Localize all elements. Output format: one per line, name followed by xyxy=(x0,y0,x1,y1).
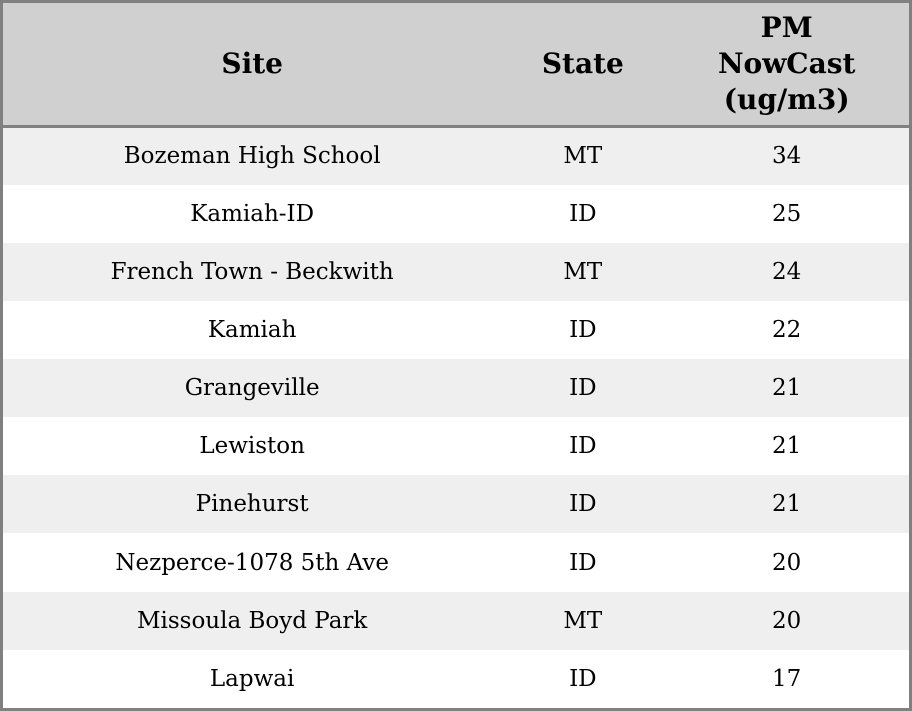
table-body xyxy=(3,127,909,709)
table-row xyxy=(3,185,909,243)
state-cell: MT xyxy=(563,607,603,634)
site-cell: Grangeville xyxy=(184,375,320,402)
pm-header-line-1: PM xyxy=(760,11,813,44)
site-cell: Lewiston xyxy=(199,433,305,460)
table-row xyxy=(3,127,909,185)
table-row xyxy=(3,475,909,533)
column-header-state: State xyxy=(501,3,664,127)
value-cell: 21 xyxy=(772,491,802,518)
site-cell: French Town - Beckwith xyxy=(110,258,394,285)
value-cell: 20 xyxy=(772,607,802,634)
value-cell: 25 xyxy=(772,200,802,227)
table-header xyxy=(3,3,909,127)
value-cell: 17 xyxy=(772,665,802,692)
value-cell: 34 xyxy=(772,143,802,170)
state-cell: MT xyxy=(563,143,603,170)
table-row xyxy=(3,417,909,475)
site-cell: Kamiah xyxy=(207,316,297,343)
state-cell: ID xyxy=(569,665,597,692)
header-row xyxy=(3,3,909,127)
state-cell: ID xyxy=(569,549,597,576)
value-cell: 24 xyxy=(772,258,802,285)
state-cell: ID xyxy=(569,375,597,402)
table-row xyxy=(3,301,909,359)
table-row xyxy=(3,650,909,708)
value-cell: 21 xyxy=(772,375,802,402)
state-cell: ID xyxy=(569,491,597,518)
value-cell: 20 xyxy=(772,549,802,576)
state-cell: MT xyxy=(563,258,603,285)
site-cell: Nezperce-1078 5th Ave xyxy=(115,549,389,576)
pm-header-line-2: NowCast xyxy=(717,47,856,80)
value-cell: 22 xyxy=(772,316,802,343)
table-row xyxy=(3,243,909,301)
table-row xyxy=(3,359,909,417)
table-row xyxy=(3,533,909,591)
value-cell: 21 xyxy=(772,433,802,460)
site-cell: Bozeman High School xyxy=(123,143,381,170)
state-cell: ID xyxy=(569,316,597,343)
site-cell: Pinehurst xyxy=(195,491,309,518)
column-header-site: Site xyxy=(3,3,501,127)
air-quality-table xyxy=(3,3,909,708)
site-cell: Kamiah-ID xyxy=(190,200,315,227)
table-row xyxy=(3,592,909,650)
pm-header-line-3: (ug/m3) xyxy=(723,83,850,116)
state-cell: ID xyxy=(569,200,597,227)
column-header-pm-nowcast xyxy=(664,3,909,127)
site-cell: Lapwai xyxy=(209,665,295,692)
state-cell: ID xyxy=(569,433,597,460)
site-cell: Missoula Boyd Park xyxy=(136,607,368,634)
